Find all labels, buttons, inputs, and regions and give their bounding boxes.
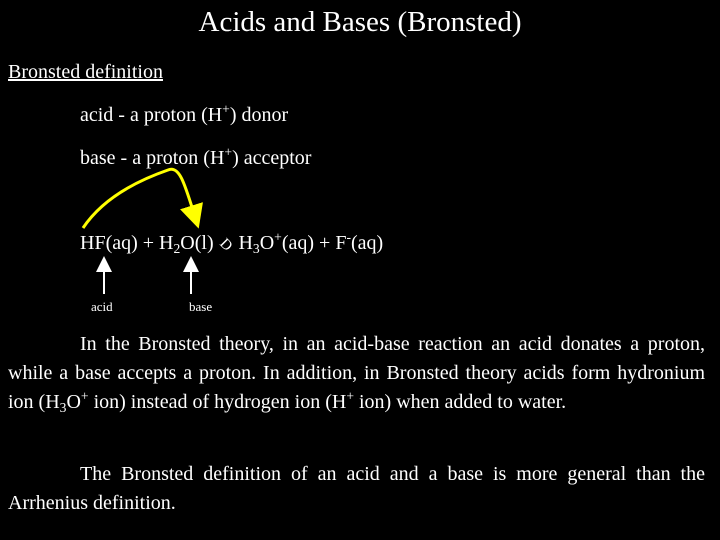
equation-hydronium-o: O [259, 232, 275, 254]
equation-tail: (aq) [350, 232, 384, 254]
definition-heading: Bronsted definition [8, 61, 163, 83]
equation-fluoride: (aq) + F [281, 232, 347, 254]
hydronium-charge: + [274, 229, 282, 245]
base-definition-charge: + [224, 144, 233, 160]
water-subscript: 2 [173, 241, 181, 257]
acid-definition-suffix: ) donor [229, 104, 289, 126]
acid-definition-charge: + [222, 101, 230, 117]
paragraph1-text-2: O [66, 391, 81, 413]
base-definition-suffix: ) acceptor [232, 147, 312, 169]
paragraph1-text-1: In the Bronsted theory, in an acid-base reaction an acid donates a proton, while a base accepts a proton. In addition, in Bronsted theory acids form hydronium ion (H [8, 333, 705, 413]
paragraph1-subscript: 3 [59, 400, 67, 416]
paragraph1-charge-1: + [80, 388, 89, 404]
equilibrium-arrow-icon: D [215, 235, 235, 255]
equation-hydronium: H [238, 232, 253, 254]
base-label: base [189, 299, 213, 314]
reaction-equation [80, 229, 384, 257]
equation-reactants: HF(aq) + H [80, 232, 174, 254]
paragraph2-text: The Bronsted definition of an acid and a base is more general than the Arrhenius definition. [8, 463, 705, 514]
paragraph1-charge-2: + [346, 388, 354, 404]
proton-transfer-arrow [83, 169, 196, 228]
comparison-paragraph [8, 460, 705, 518]
explanation-paragraph [8, 330, 705, 417]
equation-water-tail: O(l) [180, 232, 214, 254]
acid-definition [80, 101, 289, 127]
fluoride-charge: - [346, 229, 351, 245]
base-definition [80, 144, 312, 170]
paragraph1-text-3: ion) instead of hydrogen ion (H [88, 391, 347, 413]
hydronium-subscript: 3 [252, 241, 260, 257]
acid-label: acid [91, 299, 113, 314]
acid-definition-prefix: acid - a proton (H [80, 104, 223, 126]
base-definition-prefix: base - a proton (H [80, 147, 225, 169]
paragraph1-text-4: ion) when added to water. [354, 391, 567, 413]
slide-title: Acids and Bases (Bronsted) [198, 6, 522, 38]
